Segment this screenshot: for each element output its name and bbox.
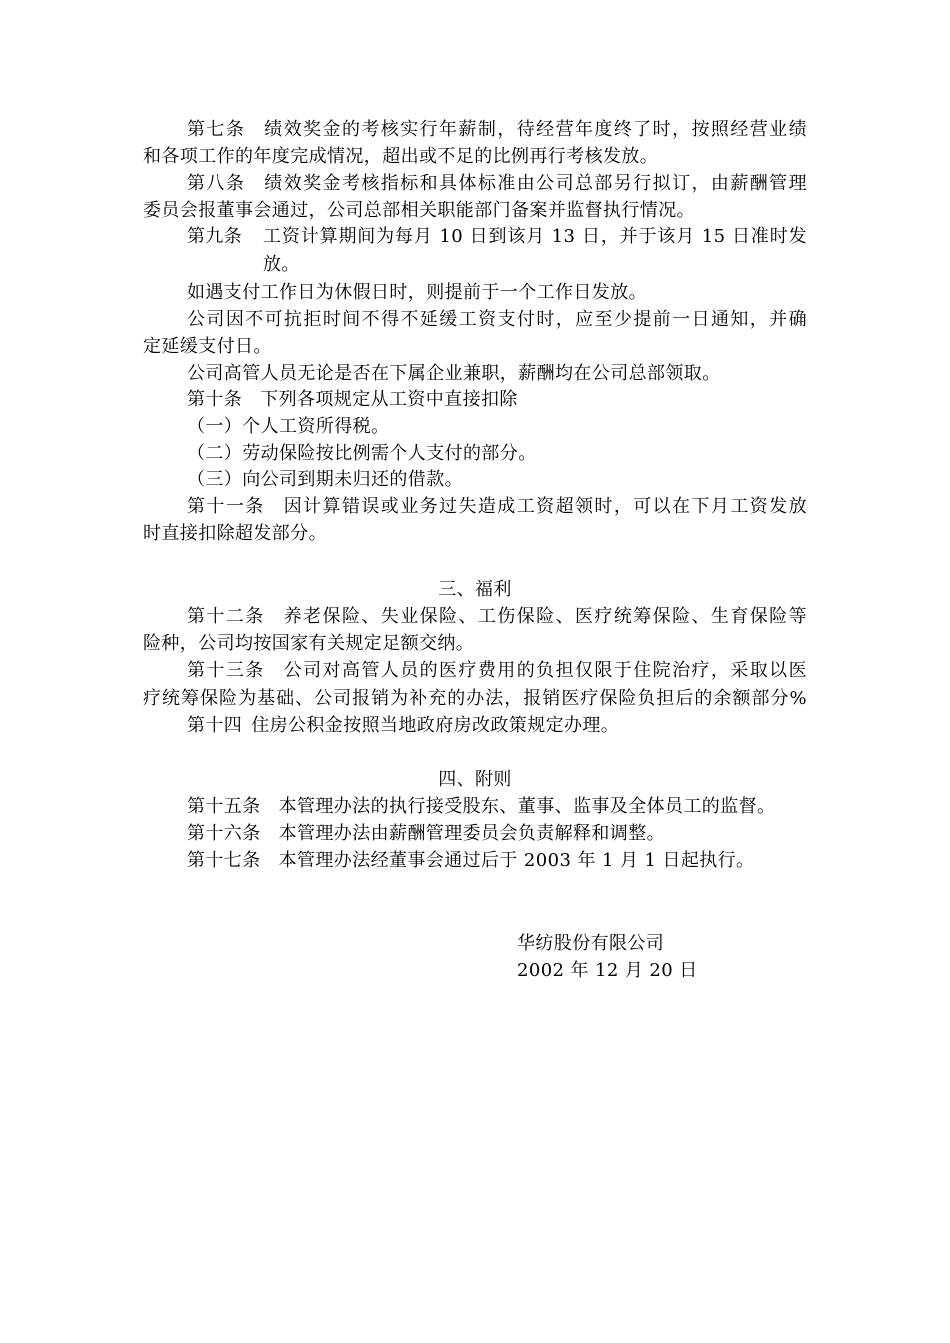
article-7-line-2: 和各项工作的年度完成情况，超出或不足的比例再行考核发放。	[143, 146, 659, 167]
signature-company: 华纺股份有限公司	[517, 933, 665, 954]
article-15-label: 第十五条	[187, 796, 261, 817]
article-14-label: 第十四	[187, 715, 243, 736]
article-11-label: 第十一条	[187, 496, 265, 517]
article-10-line	[187, 387, 518, 413]
article-8-label: 第八条	[187, 173, 246, 194]
article-7-text: 绩效奖金的考核实行年薪制，待经营年度终了时，按照经营业绩	[263, 119, 807, 140]
article-7-label: 第七条	[187, 119, 246, 140]
article-10-text: 下列各项规定从工资中直接扣除	[260, 389, 518, 410]
article-12-line-1	[187, 604, 807, 630]
article-8-line-2: 委员会报董事会通过，公司总部相关职能部门备案并监督执行情况。	[143, 200, 695, 221]
article-15-text: 本管理办法的执行接受股东、董事、监事及全体员工的监督。	[278, 796, 776, 817]
article-17-label: 第十七条	[187, 850, 261, 871]
article-9-label: 第九条	[187, 226, 243, 247]
article-16-label: 第十六条	[187, 823, 261, 844]
article-15-line	[187, 794, 775, 820]
article-8-line-1	[187, 171, 807, 197]
article-10-item-1: （一）个人工资所得税。	[187, 416, 390, 437]
article-11-line-2: 时直接扣除超发部分。	[143, 523, 327, 544]
article-16-line	[187, 821, 665, 847]
article-8-text: 绩效奖金考核指标和具体标准由公司总部另行拟订，由薪酬管理	[263, 173, 807, 194]
article-9-line-1: 工资计算期间为每月 10 日到该月 13 日，并于该月 15 日准时发	[263, 226, 807, 247]
article-9-paragraph-3: 公司高管人员无论是否在下属企业兼职，薪酬均在公司总部领取。	[187, 363, 721, 384]
article-9-line-2: 放。	[263, 254, 300, 275]
article-10-label: 第十条	[187, 389, 243, 410]
article-7-line-1	[187, 117, 807, 143]
article-17-line	[187, 848, 754, 874]
article-12-line-2: 险种，公司均按国家有关规定足额交纳。	[143, 633, 475, 654]
article-12-label: 第十二条	[187, 606, 265, 627]
article-14-text: 住房公积金按照当地政府房改政策规定办理。	[251, 715, 620, 736]
article-12-text: 养老保险、失业保险、工伤保险、医疗统筹保险、生育保险等	[282, 606, 807, 627]
article-13-label: 第十三条	[187, 660, 265, 681]
article-17-text: 本管理办法经董事会通过后于 2003 年 1 月 1 日起执行。	[278, 850, 755, 871]
article-11-line-1	[187, 494, 807, 520]
article-9-paragraph-2-line-1: 公司因不可抗拒时间不得不延缓工资支付时，应至少提前一日通知，并确	[187, 309, 807, 330]
article-11-text: 因计算错误或业务过失造成工资超领时，可以在下月工资发放	[282, 496, 807, 517]
article-13-line-1	[187, 658, 807, 684]
section-3-title: 三、福利	[438, 579, 512, 600]
article-13-text: 公司对高管人员的医疗费用的负担仅限于住院治疗，采取以医	[282, 660, 807, 681]
signature-date: 2002 年 12 月 20 日	[517, 960, 698, 981]
article-13-line-2: 疗统筹保险为基础、公司报销为补充的办法，报销医疗保险负担后的余额部分%	[143, 688, 807, 709]
article-10-item-3: （三）向公司到期未归还的借款。	[187, 469, 463, 490]
article-9-paragraph-2-line-2: 定延缓支付日。	[143, 336, 272, 357]
article-10-item-2: （二）劳动保险按比例需个人支付的部分。	[187, 443, 537, 464]
article-16-text: 本管理办法由薪酬管理委员会负责解释和调整。	[278, 823, 666, 844]
article-9-paragraph-1: 如遇支付工作日为休假日时，则提前于一个工作日发放。	[187, 282, 647, 303]
section-4-title: 四、附则	[438, 769, 512, 790]
article-14-line	[187, 713, 619, 739]
